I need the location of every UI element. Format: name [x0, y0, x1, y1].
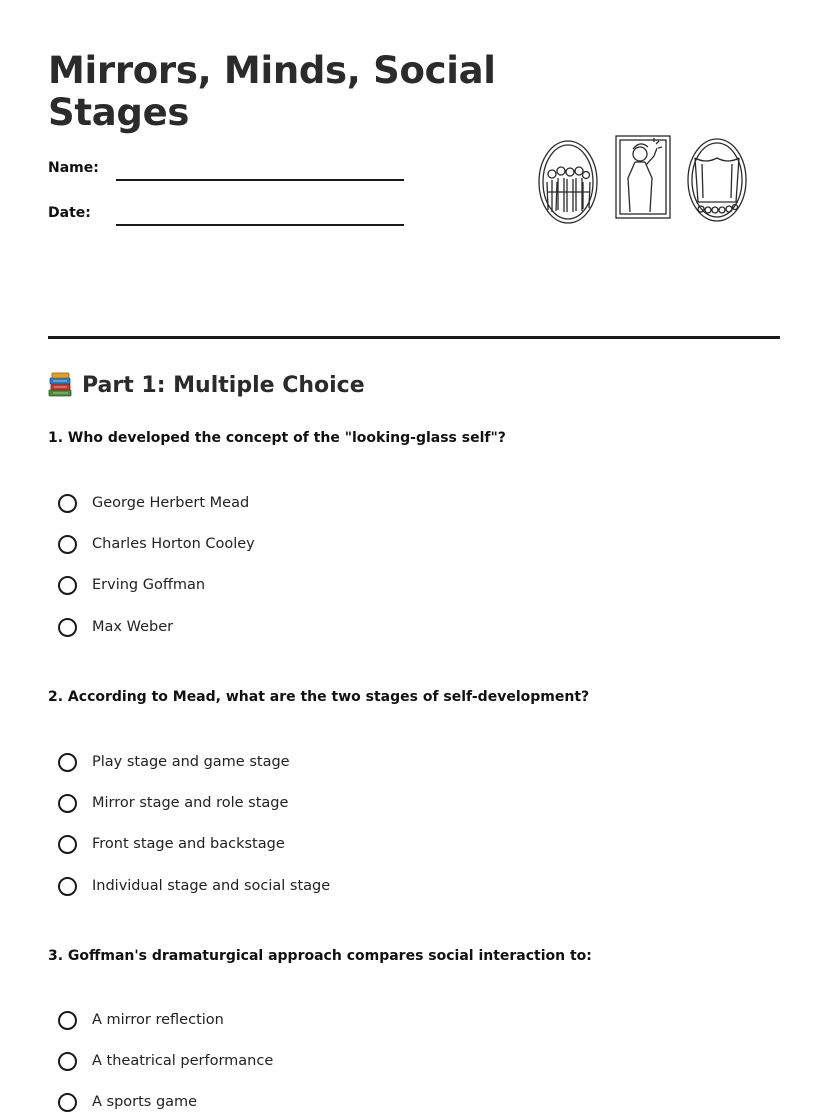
option-label: Front stage and backstage — [92, 836, 285, 852]
question-1 — [48, 428, 780, 635]
option-label: Play stage and game stage — [92, 754, 290, 770]
radio-button[interactable] — [58, 835, 77, 854]
option-label: Individual stage and social stage — [92, 878, 331, 894]
radio-button[interactable] — [58, 1052, 77, 1071]
question-2 — [48, 687, 780, 894]
name-label: Name: — [48, 160, 99, 176]
date-line[interactable] — [116, 224, 404, 226]
option-q1-b[interactable] — [58, 531, 255, 557]
option-label: A mirror reflection — [92, 1012, 224, 1028]
radio-button[interactable] — [58, 1093, 77, 1112]
section-divider — [48, 336, 780, 339]
question-text: 1. Who developed the concept of the "looking-glass self"? — [48, 430, 506, 446]
option-label: Mirror stage and role stage — [92, 795, 289, 811]
option-q2-d[interactable] — [58, 873, 330, 899]
header-illustration — [536, 132, 750, 228]
radio-button[interactable] — [58, 576, 77, 595]
question-text: 3. Goffman's dramaturgical approach compares social interaction to: — [48, 948, 592, 964]
question-text: 2. According to Mead, what are the two stages of self-development? — [48, 689, 590, 705]
option-q3-b[interactable] — [58, 1048, 273, 1074]
option-label: Max Weber — [92, 619, 174, 635]
option-q1-d[interactable] — [58, 614, 173, 640]
option-label: A theatrical performance — [92, 1053, 274, 1069]
radio-button[interactable] — [58, 494, 77, 513]
books-icon — [48, 372, 72, 398]
option-q3-c[interactable] — [58, 1089, 197, 1115]
date-label: Date: — [48, 205, 91, 221]
radio-button[interactable] — [58, 618, 77, 637]
option-q2-a[interactable] — [58, 749, 290, 775]
option-label: Charles Horton Cooley — [92, 536, 255, 552]
option-q2-b[interactable] — [58, 790, 288, 816]
option-q1-c[interactable] — [58, 572, 205, 598]
option-label: A sports game — [92, 1094, 198, 1110]
worksheet-title: Mirrors, Minds, Social Stages — [48, 49, 496, 134]
section-title-text: Part 1: Multiple Choice — [82, 372, 365, 398]
radio-button[interactable] — [58, 877, 77, 896]
section-title — [48, 372, 365, 398]
option-label: George Herbert Mead — [92, 495, 250, 511]
option-q2-c[interactable] — [58, 831, 285, 857]
option-q3-a[interactable] — [58, 1007, 224, 1033]
radio-button[interactable] — [58, 1011, 77, 1030]
option-label: Erving Goffman — [92, 577, 206, 593]
person-mirror-icon — [616, 136, 670, 218]
name-field[interactable] — [48, 160, 408, 190]
radio-button[interactable] — [58, 535, 77, 554]
group-mirror-icon — [539, 141, 597, 223]
stage-mirror-icon — [688, 139, 746, 221]
radio-button[interactable] — [58, 794, 77, 813]
option-q1-a[interactable] — [58, 490, 249, 516]
question-3 — [48, 946, 780, 1110]
radio-button[interactable] — [58, 753, 77, 772]
name-line[interactable] — [116, 179, 404, 181]
date-field[interactable] — [48, 205, 408, 235]
